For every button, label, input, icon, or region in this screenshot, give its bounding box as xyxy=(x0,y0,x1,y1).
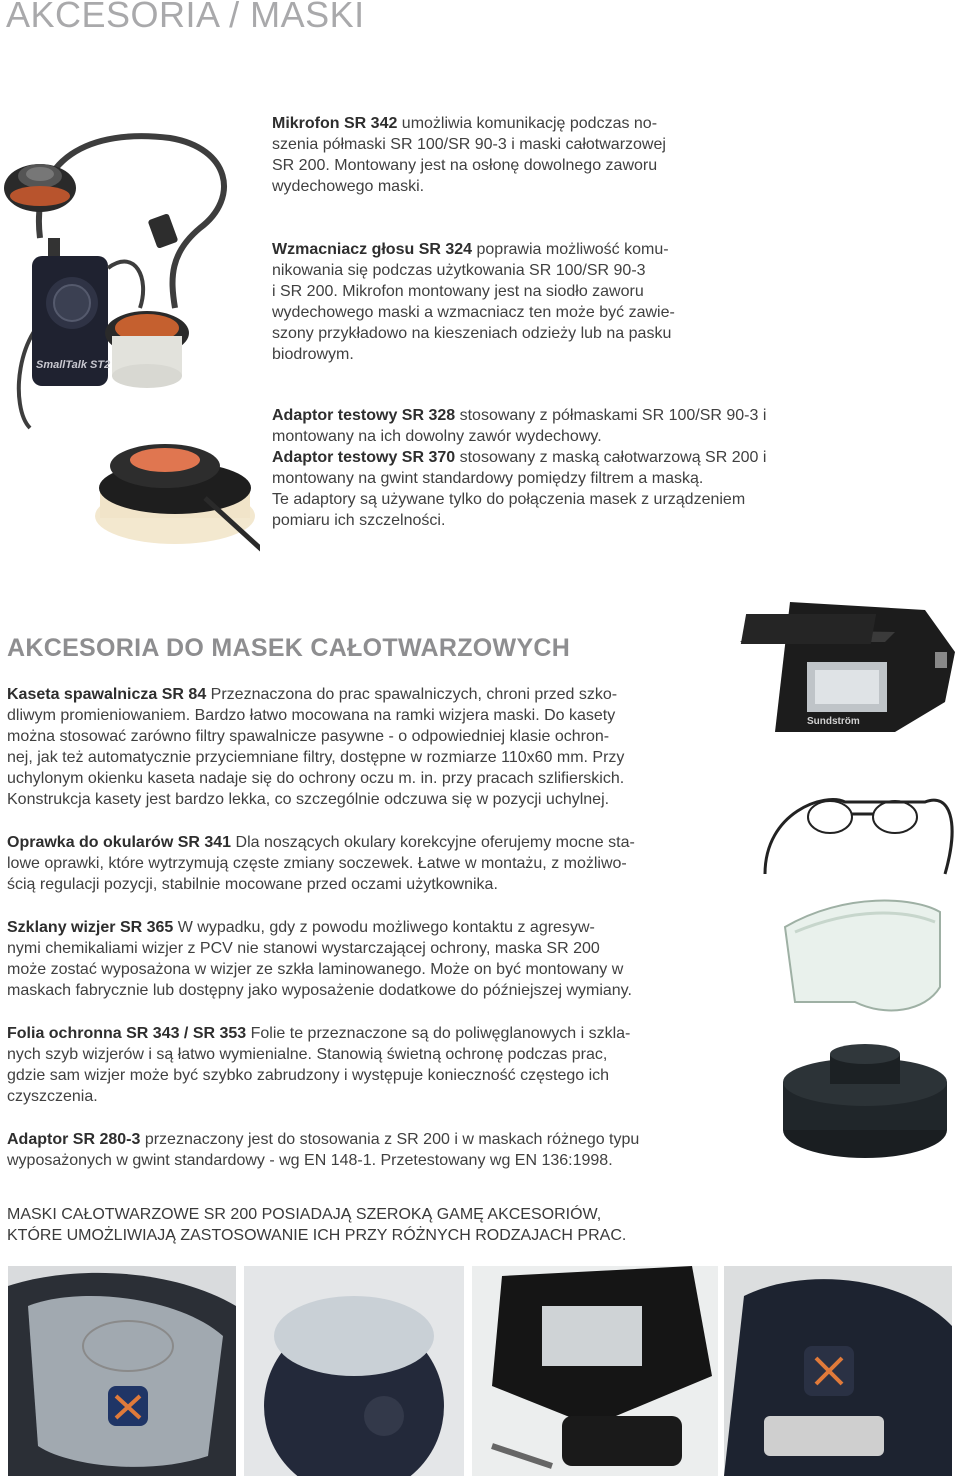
item-name: Kaseta spawalnicza SR 84 xyxy=(7,686,207,703)
item-text: SR 200. Montowany jest na osłonę dowolnego zaworu xyxy=(272,157,658,174)
text-line xyxy=(7,832,727,853)
item-text: może zostać wyposażona w wizjer ze szkła laminowanego. Może on być montowany w xyxy=(7,961,624,978)
photo-mask-with-hose xyxy=(724,1266,952,1476)
item-text: szony przykładowo na kieszeniach odzieży lub na pasku xyxy=(272,325,672,342)
text-line xyxy=(7,1086,727,1107)
photo-mask-welding-cassette xyxy=(472,1266,718,1476)
item-text: szenia półmaski SR 100/SR 90-3 i maski całotwarzowej xyxy=(272,136,666,153)
test-adaptor-image xyxy=(95,444,260,550)
product-images-right xyxy=(735,592,960,1172)
item-name: Adaptor testowy SR 370 xyxy=(272,449,456,466)
item-text: można stosować zarówno filtry spawalnicze pasywne - o odpowiedniej klasie ochron- xyxy=(7,728,610,745)
text-line xyxy=(272,302,872,323)
item-text: umożliwia komunikację podczas no- xyxy=(397,115,658,132)
item-text: nikowania się podczas użytkowania SR 100/SR 90-3 xyxy=(272,262,646,279)
item-text: ścią regulacji pozycji, stabilnie mocowane przed oczami użytkownika. xyxy=(7,876,498,893)
item-text: nych szyb wizjerów i są łatwo wymienialne. Stanowią świetną ochronę podczas prac, xyxy=(7,1046,608,1063)
item-welding-cassette-sr84 xyxy=(7,684,727,832)
text-line xyxy=(7,938,727,959)
item-glass-visor-sr365 xyxy=(7,917,727,1023)
item-name: Adaptor SR 280-3 xyxy=(7,1131,141,1148)
adaptor-sr280-image xyxy=(783,1044,947,1158)
text-line xyxy=(7,853,727,874)
text-line xyxy=(272,134,872,155)
text-line xyxy=(7,768,727,789)
text-line xyxy=(272,155,872,176)
top-items xyxy=(272,113,872,531)
item-text: stosowany z maską całotwarzową SR 200 i xyxy=(455,449,767,466)
section-title: AKCESORIA DO MASEK CAŁOTWARZOWYCH xyxy=(7,634,571,662)
text-line xyxy=(272,239,872,260)
text-line xyxy=(7,1023,727,1044)
item-name: Szklany wizjer SR 365 xyxy=(7,919,174,936)
text-line xyxy=(7,747,727,768)
item-test-adaptors xyxy=(272,405,872,531)
item-text: uchylonym okienku kaseta nadaje się do ochrony oczu m. in. przy pracach szlifierskich. xyxy=(7,770,625,787)
item-text: W wypadku, gdy z powodu możliwego kontaktu z agresyw- xyxy=(173,919,595,936)
item-spectacle-frame-sr341 xyxy=(7,832,727,917)
item-text: poprawia możliwość komu- xyxy=(472,241,669,258)
item-text: Folie te przeznaczone są do poliwęglanowych i szkla- xyxy=(246,1025,631,1042)
text-line xyxy=(7,789,727,810)
item-text: Przeznaczona do prac spawalniczych, chroni przed szko- xyxy=(206,686,618,703)
text-line xyxy=(272,323,872,344)
text-line xyxy=(272,510,872,531)
text-line xyxy=(7,1150,727,1171)
item-text: dliwym promieniowaniem. Bardzo łatwo mocowana na ramki wizjera maski. Do kasety xyxy=(7,707,616,724)
text-line xyxy=(7,980,727,1001)
item-text: Konstrukcja kasety jest bardzo lekka, co szczególnie odczuwa się w pozycji uchylnej. xyxy=(7,791,610,808)
glass-visor-image xyxy=(785,901,940,1011)
page-title: AKCESORIA / MASKI xyxy=(6,0,365,35)
text-line xyxy=(7,959,727,980)
item-text: montowany na gwint standardowy pomiędzy filtrem a maską. xyxy=(272,470,704,487)
text-line xyxy=(7,874,727,895)
text-line xyxy=(7,684,727,705)
caps-note-line-2: KTÓRE UMOŻLIWIAJĄ ZASTOSOWANIE ICH PRZY RÓŻNYCH RODZAJACH PRAC. xyxy=(7,1227,627,1244)
item-name: Adaptor testowy SR 328 xyxy=(272,407,456,424)
item-text: Te adaptory są używane tylko do połączenia masek z urządzeniem xyxy=(272,491,746,508)
item-name: Oprawka do okularów SR 341 xyxy=(7,834,232,851)
item-microphone-sr342 xyxy=(272,113,872,239)
text-line xyxy=(272,447,872,468)
item-text: nymi chemikaliami wizjer z PCV nie stanowi wystarczającej ochrony, maska SR 200 xyxy=(7,940,600,957)
photo-mask-front xyxy=(244,1266,464,1476)
item-text: nej, jak też automatycznie przyciemniane filtry, dostępne w rozmiarze 110x60 mm. Przy xyxy=(7,749,625,766)
item-adaptor-sr280-3 xyxy=(7,1129,727,1171)
spectacle-frame-image xyxy=(765,800,952,874)
item-text: wydechowego maski a wzmacniacz ten może być zawie- xyxy=(272,304,675,321)
text-line xyxy=(272,426,872,447)
item-text: wydechowego maski. xyxy=(272,178,425,195)
text-line xyxy=(7,1129,727,1150)
item-protective-film-sr343-sr353 xyxy=(7,1023,727,1129)
welding-cassette-image xyxy=(740,602,955,732)
text-line xyxy=(7,726,727,747)
item-text: i SR 200. Mikrofon montowany jest na siodło zaworu xyxy=(272,283,644,300)
item-text: Dla noszących okulary korekcyjne oferujemy mocne sta- xyxy=(231,834,635,851)
product-images-top xyxy=(0,78,260,558)
item-text: czyszczenia. xyxy=(7,1088,98,1105)
item-text: pomiaru ich szczelności. xyxy=(272,512,446,529)
text-line xyxy=(272,468,872,489)
item-text: przeznaczony jest do stosowania z SR 200 i w maskach różnego typu xyxy=(140,1131,640,1148)
item-text: stosowany z półmaskami SR 100/SR 90-3 i xyxy=(455,407,767,424)
item-text: gdzie sam wizjer może być szybko zabrudzony i występuje konieczność częstego ich xyxy=(7,1067,610,1084)
voice-amplifier-image xyxy=(19,238,189,428)
caps-note xyxy=(7,1204,907,1246)
text-line xyxy=(272,489,872,510)
text-line xyxy=(7,1044,727,1065)
item-amplifier-sr324 xyxy=(272,239,872,405)
brand-logo: Sundström xyxy=(807,716,860,727)
text-line xyxy=(7,705,727,726)
bottom-items xyxy=(7,684,727,1171)
item-name: Wzmacniacz głosu SR 324 xyxy=(272,241,473,258)
text-line xyxy=(272,176,872,197)
text-line xyxy=(272,113,872,134)
text-line xyxy=(272,344,872,365)
caps-note-line-1: MASKI CAŁOTWARZOWE SR 200 POSIADAJĄ SZEROKĄ GAMĘ AKCESORIÓW, xyxy=(7,1206,602,1223)
text-line xyxy=(272,260,872,281)
item-name: Mikrofon SR 342 xyxy=(272,115,398,132)
text-line xyxy=(7,917,727,938)
microphone-image xyxy=(4,164,76,212)
photo-mask-with-glasses xyxy=(8,1266,236,1476)
text-line xyxy=(272,405,872,426)
amplifier-logo: SmallTalk ST2 xyxy=(36,359,111,371)
item-text: wyposażonych w gwint standardowy - wg EN 148-1. Przetestowany wg EN 136:1998. xyxy=(7,1152,613,1169)
item-text: maskach fabrycznie lub dostępny jako wyposażenie dodatkowe do późniejszej wymiany. xyxy=(7,982,632,999)
item-text: lowe oprawki, które wytrzymują częste zmiany soczewek. Łatwe w montażu, z możliwo- xyxy=(7,855,627,872)
text-line xyxy=(7,1065,727,1086)
item-name: Folia ochronna SR 343 / SR 353 xyxy=(7,1025,247,1042)
text-line xyxy=(272,281,872,302)
item-text: biodrowym. xyxy=(272,346,354,363)
item-text: montowany na ich dowolny zawór wydechowy. xyxy=(272,428,602,445)
